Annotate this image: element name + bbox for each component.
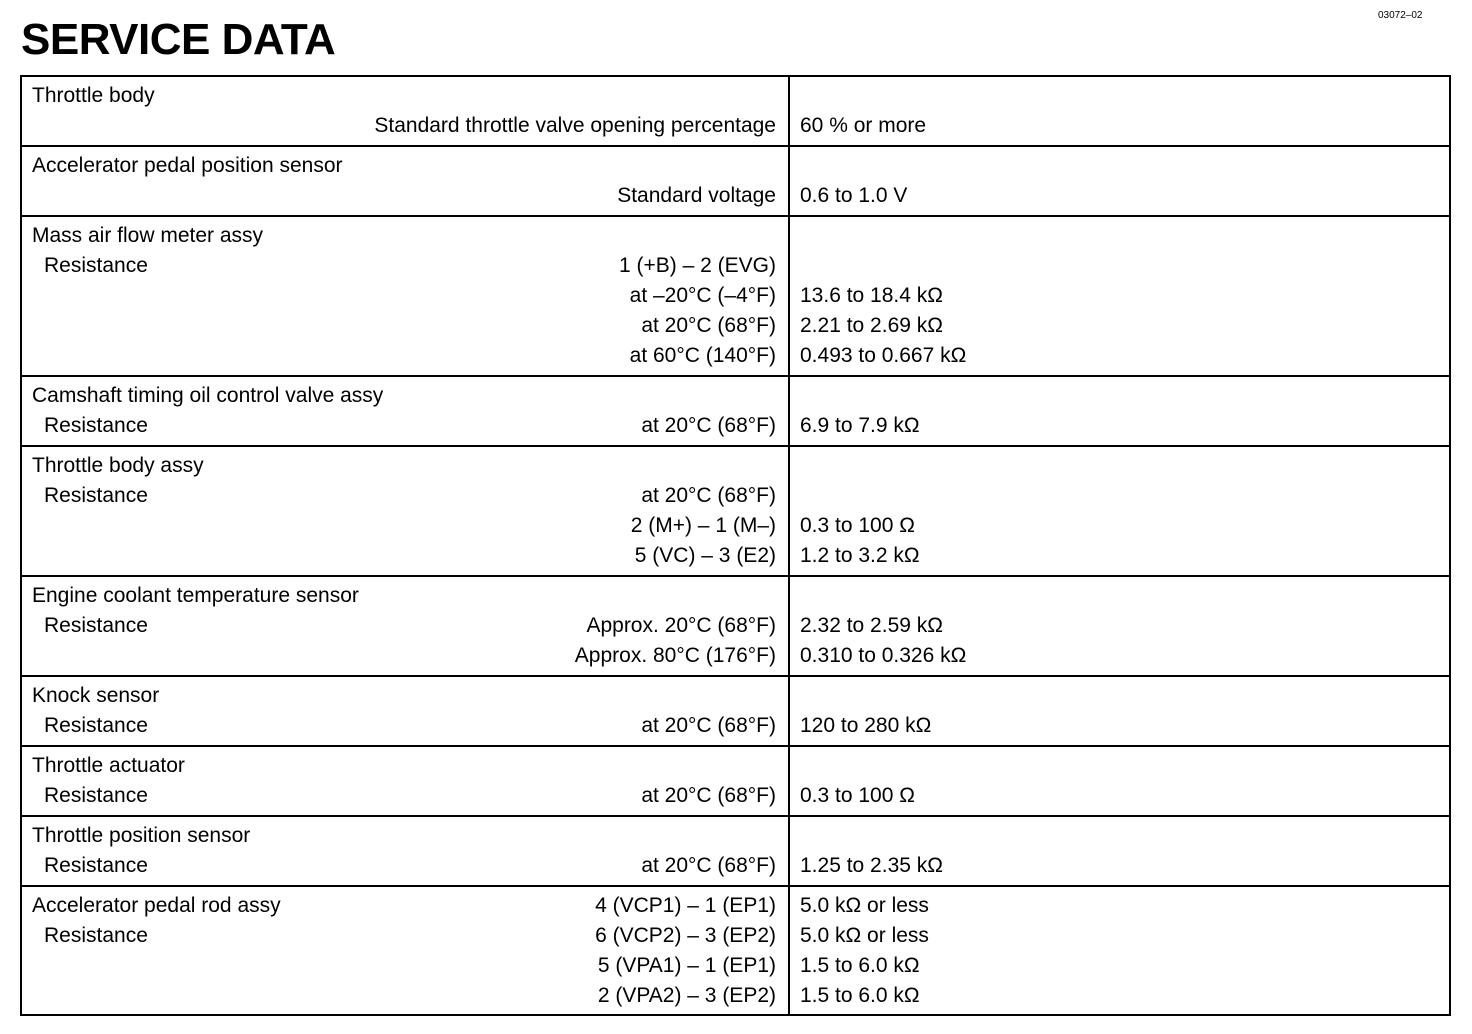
component-name: Mass air flow meter assy <box>32 224 264 247</box>
measurement-type: Resistance <box>44 254 148 277</box>
specification-value: 1.25 to 2.35 kΩ <box>800 854 943 877</box>
specification-value: 1.5 to 6.0 kΩ <box>800 984 920 1007</box>
specification-column <box>790 77 1449 145</box>
specification-value: 0.3 to 100 Ω <box>800 784 915 807</box>
component-name: Engine coolant temperature sensor <box>32 584 359 607</box>
table-row <box>22 781 788 811</box>
table-row <box>22 411 788 441</box>
component-name: Throttle body <box>32 84 155 107</box>
specification-column <box>790 377 1449 445</box>
specification-value: 13.6 to 18.4 kΩ <box>800 284 943 307</box>
test-condition: 4 (VCP1) – 1 (EP1) <box>595 894 776 917</box>
test-condition: Approx. 80°C (176°F) <box>574 644 776 667</box>
service-data-table <box>20 75 1451 1016</box>
specification-value <box>790 581 1449 611</box>
test-condition: Standard throttle valve opening percentage <box>374 114 776 137</box>
component-name: Knock sensor <box>32 684 160 707</box>
test-condition: at 60°C (140°F) <box>629 344 776 367</box>
table-row <box>22 611 788 641</box>
test-condition: Standard voltage <box>617 184 776 207</box>
item-condition-column <box>22 677 790 745</box>
table-row <box>22 641 788 671</box>
table-row <box>22 81 788 111</box>
specification-value <box>790 81 1449 111</box>
test-condition: 2 (M+) – 1 (M–) <box>630 514 776 537</box>
table-row <box>22 921 788 951</box>
table-section <box>22 145 1449 215</box>
item-condition-column <box>22 447 790 575</box>
test-condition: at 20°C (68°F) <box>641 484 776 507</box>
specification-value: 1.5 to 6.0 kΩ <box>800 954 920 977</box>
table-row <box>22 681 788 711</box>
measurement-type: Resistance <box>44 484 148 507</box>
test-condition: 5 (VC) – 3 (E2) <box>634 544 776 567</box>
test-condition: 2 (VPA2) – 3 (EP2) <box>597 984 776 1007</box>
test-condition: at –20°C (–4°F) <box>629 284 776 307</box>
table-row <box>22 251 788 281</box>
table-row <box>22 311 788 341</box>
specification-value: 5.0 kΩ or less <box>800 894 929 917</box>
component-name: Accelerator pedal position sensor <box>32 154 343 177</box>
specification-value: 5.0 kΩ or less <box>800 924 929 947</box>
item-condition-column <box>22 377 790 445</box>
table-row <box>22 451 788 481</box>
table-section <box>22 745 1449 815</box>
table-row <box>22 181 788 211</box>
item-condition-column <box>22 147 790 215</box>
table-row <box>22 511 788 541</box>
table-row <box>22 581 788 611</box>
test-condition: at 20°C (68°F) <box>641 784 776 807</box>
table-row <box>22 751 788 781</box>
specification-value <box>790 751 1449 781</box>
specification-value: 0.310 to 0.326 kΩ <box>800 644 967 667</box>
specification-value: 2.21 to 2.69 kΩ <box>800 314 943 337</box>
test-condition: 6 (VCP2) – 3 (EP2) <box>595 924 776 947</box>
table-section <box>22 675 1449 745</box>
table-section <box>22 215 1449 375</box>
item-condition-column <box>22 217 790 375</box>
item-condition-column <box>22 577 790 675</box>
specification-value: 0.6 to 1.0 V <box>800 184 908 207</box>
specification-value <box>790 251 1449 281</box>
test-condition: 1 (+B) – 2 (EVG) <box>619 254 776 277</box>
table-row <box>22 481 788 511</box>
component-name: Accelerator pedal rod assy <box>32 894 281 917</box>
component-name: Throttle actuator <box>32 754 185 777</box>
measurement-type: Resistance <box>44 614 148 637</box>
test-condition: at 20°C (68°F) <box>641 854 776 877</box>
table-section <box>22 885 1449 1015</box>
test-condition: at 20°C (68°F) <box>641 414 776 437</box>
specification-value <box>790 481 1449 511</box>
table-row <box>22 281 788 311</box>
specification-value: 120 to 280 kΩ <box>800 714 932 737</box>
item-condition-column <box>22 887 790 1015</box>
specification-value <box>790 151 1449 181</box>
page-title: SERVICE DATA <box>21 15 336 64</box>
table-row <box>22 111 788 141</box>
table-section <box>22 77 1449 145</box>
table-row <box>22 891 788 921</box>
specification-column <box>790 447 1449 575</box>
item-condition-column <box>22 747 790 815</box>
measurement-type: Resistance <box>44 924 148 947</box>
document-id: 03072–02 <box>1378 10 1423 21</box>
specification-column <box>790 217 1449 375</box>
test-condition: 5 (VPA1) – 1 (EP1) <box>597 954 776 977</box>
specification-value <box>790 221 1449 251</box>
table-section <box>22 815 1449 885</box>
specification-column <box>790 577 1449 675</box>
test-condition: at 20°C (68°F) <box>641 714 776 737</box>
table-section <box>22 445 1449 575</box>
test-condition: at 20°C (68°F) <box>641 314 776 337</box>
specification-value: 0.493 to 0.667 kΩ <box>800 344 967 367</box>
table-row <box>22 981 788 1011</box>
specification-value <box>790 451 1449 481</box>
measurement-type: Resistance <box>44 784 148 807</box>
specification-value: 2.32 to 2.59 kΩ <box>800 614 943 637</box>
measurement-type: Resistance <box>44 714 148 737</box>
component-name: Throttle body assy <box>32 454 204 477</box>
specification-value: 60 % or more <box>800 114 927 137</box>
specification-value: 1.2 to 3.2 kΩ <box>800 544 920 567</box>
specification-value <box>790 821 1449 851</box>
specification-value: 0.3 to 100 Ω <box>800 514 915 537</box>
table-row <box>22 541 788 571</box>
specification-value <box>790 381 1449 411</box>
specification-column <box>790 747 1449 815</box>
specification-column <box>790 147 1449 215</box>
table-row <box>22 711 788 741</box>
component-name: Throttle position sensor <box>32 824 251 847</box>
table-row <box>22 221 788 251</box>
measurement-type: Resistance <box>44 854 148 877</box>
table-row <box>22 821 788 851</box>
table-row <box>22 381 788 411</box>
specification-column <box>790 817 1449 885</box>
specification-column <box>790 677 1449 745</box>
table-row <box>22 851 788 881</box>
item-condition-column <box>22 817 790 885</box>
table-row <box>22 151 788 181</box>
table-row <box>22 951 788 981</box>
specification-value <box>790 681 1449 711</box>
test-condition: Approx. 20°C (68°F) <box>586 614 776 637</box>
table-section <box>22 575 1449 675</box>
measurement-type: Resistance <box>44 414 148 437</box>
table-row <box>22 341 788 371</box>
item-condition-column <box>22 77 790 145</box>
specification-column <box>790 887 1449 1015</box>
table-section <box>22 375 1449 445</box>
component-name: Camshaft timing oil control valve assy <box>32 384 384 407</box>
specification-value: 6.9 to 7.9 kΩ <box>800 414 920 437</box>
